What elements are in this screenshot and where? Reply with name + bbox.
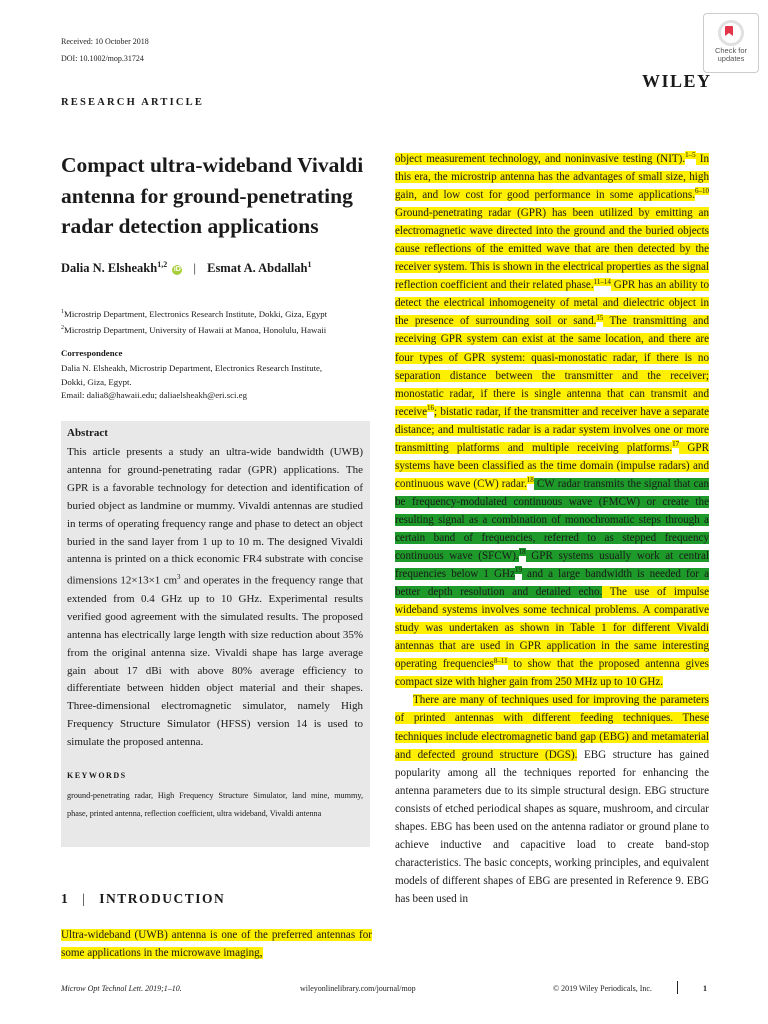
highlighted-text: object measurement technology, and noninvasive testing (NIT). — [395, 153, 686, 165]
section-number: 1 — [61, 891, 70, 906]
keywords-text: ground-penetrating radar, High Frequency Structure Simulator, land mine, mummy, phase, printed antenna, reflection coefficient, ultra wideband, Vivaldi antenna — [67, 791, 363, 818]
publisher-logo: WILEY — [642, 71, 712, 91]
section-heading — [61, 891, 225, 907]
highlighted-text: The use of impulse wideband systems involves some technical problems. A comparative study was undertaken as shown in Table 1 for different Vivaldi antennas that are used in GPR application in the same interesting operating frequencies — [395, 586, 709, 671]
abstract-text — [67, 444, 363, 752]
highlighted-text-green: GPR systems usually work at central frequencies below 1 GHz — [395, 550, 710, 581]
bookmark-icon — [718, 20, 744, 46]
affiliation-text: Microstrip Department, University of Hawaii at Manoa, Honolulu, Hawaii — [64, 324, 327, 335]
highlighted-text: to show that the proposed antenna gives compact size with higher gain from 250 MHz up to 10 GHz. — [395, 658, 709, 689]
highlighted-text: GPR has an ability to detect the electrical inhomogeneity of metal and dielectric object in the presence of surrounding soil or sand. — [395, 279, 709, 328]
intro-paragraph — [395, 150, 709, 691]
footer-url[interactable]: wileyonlinelibrary.com/journal/mop — [300, 984, 416, 993]
correspondence-details — [61, 362, 371, 403]
affiliation-sup: 1 — [61, 309, 64, 315]
citation-ref[interactable]: 6–10 — [695, 187, 709, 196]
article-title: Compact ultra-wideband Vivaldi antenna for ground-penetrating radar detection applications — [61, 153, 364, 238]
author-separator: | — [193, 261, 196, 276]
highlighted-text: Ground-penetrating radar (GPR) has been utilized by emitting an electromagnetic wave directed into the ground and the buried objects cause reflections of the emitted wave that are then detected by the receiver system. This is shown in the electrical properties as the signal reflection coefficient and their related phase. — [395, 207, 709, 292]
highlighted-text-green: CW radar transmits the signal that can be frequency-modulated continuous wave (FMCW) or create the resulting signal as a combination of monochromatic steps through a certain band of frequencies, referred to as stepped frequency continuous wave (SFCW). — [395, 477, 709, 563]
intro-paragraph-left — [61, 926, 372, 962]
highlighted-text: There are many of techniques used for improving the parameters of printed antennas with different feeding techniques. These techniques include electromagnetic band gap (EBG) and metamaterial and defected ground structure (DGS). — [395, 694, 709, 761]
footer-journal: Microw Opt Technol Lett. 2019;1–10. — [61, 984, 182, 993]
badge-line1: Check for — [714, 46, 748, 55]
section-title: INTRODUCTION — [99, 891, 226, 906]
citation-ref[interactable]: 18 — [526, 476, 534, 485]
citation-ref[interactable]: 15 — [596, 313, 604, 322]
article-type: RESEARCH ARTICLE — [61, 97, 205, 108]
author-affiliation-sup: 1,2 — [157, 260, 168, 269]
affiliation-text: Microstrip Department, Electronics Research Institute, Dokki, Giza, Egypt — [64, 308, 328, 319]
correspondence-email[interactable]: Email: dalia8@hawaii.edu; daliaelsheakh@eri.sci.eg — [61, 390, 247, 400]
received-date: Received: 10 October 2018 — [61, 37, 149, 46]
citation-ref[interactable]: 11–14 — [593, 277, 611, 286]
abstract-heading: Abstract — [67, 427, 108, 439]
affiliation-1 — [61, 306, 371, 320]
citation-ref[interactable]: 17 — [672, 440, 680, 449]
body-text: EBG structure has gained popularity among all the techniques reported for enhancing the antenna parameters due to its simple structural design. EBG structure consists of etched periodical shapes as square, mushroom, and circular shapes. EBG has been used on the antenna radiator or ground plane to achieve inductive and capacitive load to create band-stop characteristics. The basic concepts, working principles, and equivalent models of different shapes of EBG are presented in Reference 9. EBG has been used in — [395, 748, 709, 905]
citation-ref[interactable]: 1–5 — [685, 151, 696, 160]
highlighted-text: ; bistatic radar, if the transmitter and receiver have a separate distance; and multistatic radar is a radar system involves one or more transmitting platforms and multiple receiving platforms. — [395, 405, 709, 454]
author-affiliation-sup: 1 — [307, 260, 312, 269]
affiliation-2 — [61, 322, 371, 336]
correspondence-line: Dalia N. Elsheakh, Microstrip Department, Electronics Research Institute, — [61, 363, 323, 373]
intro-paragraph — [395, 691, 709, 908]
highlighted-text: The transmitting and receiving GPR system can exist at the same location, and there are four types of GPR system: quasi-monostatic radar, if there is no separation distance between the transmitter and the receiver; monostatic radar, if there is single antenna that can transmit and receive — [395, 315, 709, 418]
correspondence-line: Dokki, Giza, Egypt. — [61, 376, 132, 387]
check-for-updates-badge[interactable] — [703, 13, 759, 73]
footer-copyright: © 2019 Wiley Periodicals, Inc. — [553, 984, 652, 993]
author-name[interactable]: Esmat A. Abdallah — [207, 261, 308, 276]
citation-ref[interactable]: 19 — [514, 566, 522, 575]
affiliation-sup: 2 — [61, 325, 64, 331]
abstract-sup: 3 — [177, 573, 181, 582]
page-number: 1 — [703, 984, 707, 993]
keywords-heading: KEYWORDS — [67, 771, 127, 780]
citation-ref[interactable]: 18 — [518, 548, 526, 557]
right-column — [395, 150, 709, 908]
highlighted-text-green: and a large bandwidth is needed for a better depth resolution and detailed echo. — [395, 568, 709, 599]
orcid-icon[interactable]: iD — [173, 266, 181, 274]
citation-ref[interactable]: 16 — [427, 403, 435, 412]
section-separator: | — [82, 891, 87, 906]
badge-line2: updates — [717, 54, 745, 63]
abstract-text-part: This article presents a study an ultra-wide bandwidth (UWB) antenna for ground-penetrating radar (GPR) applications. The GPR is a favorable technology for detection and identification of buried object as landmine or mummy. Vivaldi antennas are studied in terms of operating frequency range and phase to detect an object buried in the sand layer from 1 up to 10 m. The designed Vivaldi antenna is printed on a thick economic FR4 substrate with concise dimensions 12×13×1 cm — [67, 446, 363, 587]
highlighted-text: GPR systems have been classified as the time domain (impulse radars) and continuous wave (CW) radar. — [395, 441, 709, 490]
highlighted-text: Ultra-wideband (UWB) antenna is one of the preferred antennas for some applications in the microwave imaging, — [61, 929, 372, 960]
abstract-text-part: and operates in the frequency range that extended from 0.4 GHz up to 10 GHz. Experimental results verified good agreement with the simulated results. The proposed antenna has electrically large length with size reduction about 35% from the original antenna size. Vivaldi shape has large average gain about 17 dBi with above 80% average efficiency to differentiate between hidden object material and their shapes. Three-dimensional electromagnetic simulator, namely High Frequency Structure Simulator (HFSS) version 14 is used to simulate the proposed antenna. — [67, 575, 363, 749]
doi[interactable]: DOI: 10.1002/mop.31724 — [61, 54, 144, 63]
highlighted-text: In this era, the microstrip antenna has the advantages of small size, high gain, and low cost for good performance in some applications. — [395, 153, 709, 202]
author-name[interactable]: Dalia N. Elsheakh — [61, 261, 158, 276]
correspondence-heading: Correspondence — [61, 348, 123, 358]
author-line — [61, 260, 312, 276]
citation-ref[interactable]: 8–11 — [493, 656, 508, 665]
footer-divider — [677, 981, 678, 994]
